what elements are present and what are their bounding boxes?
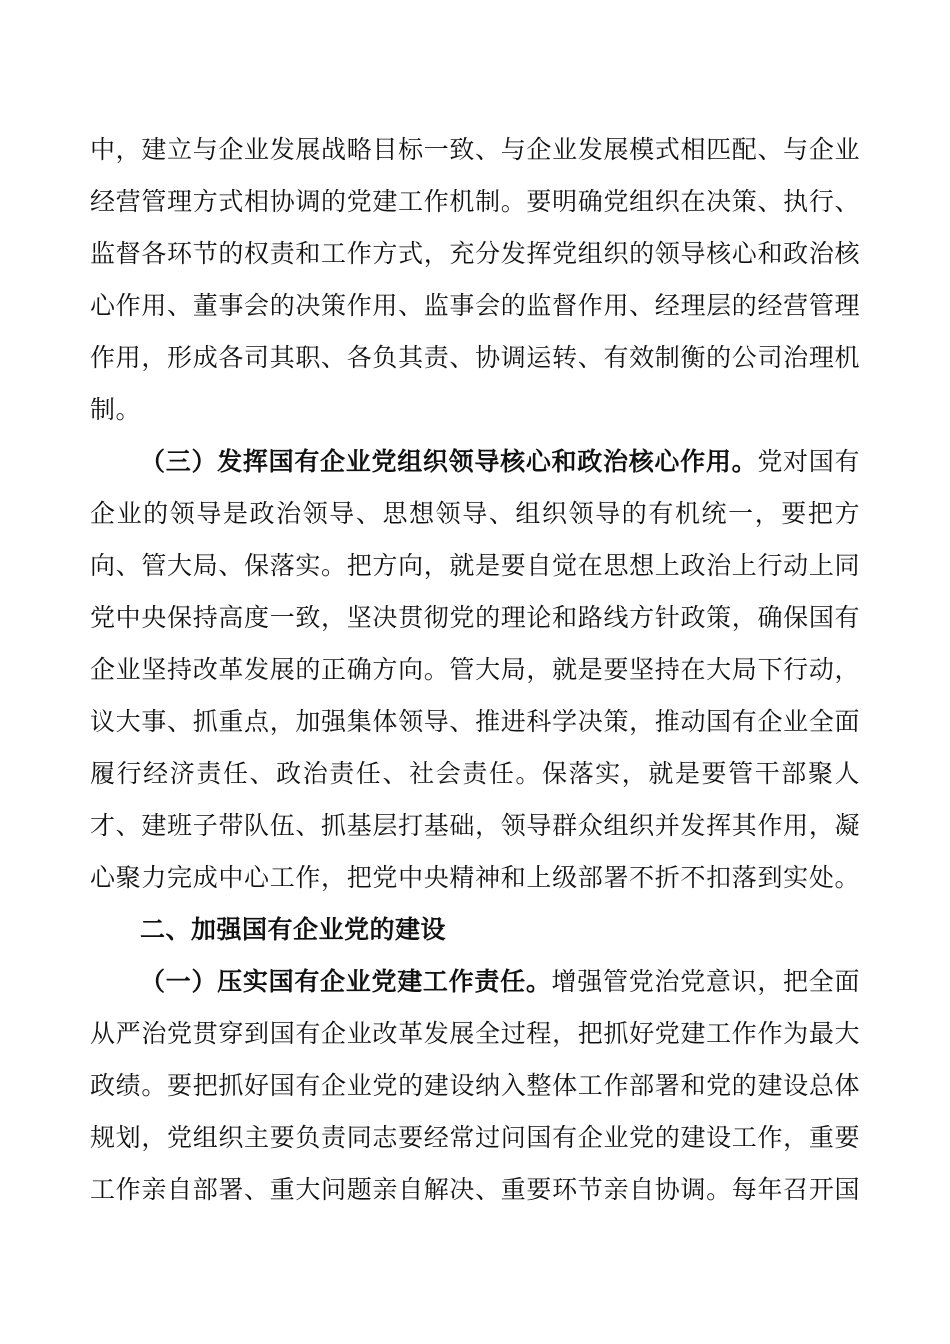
paragraph-governance <box>90 124 860 436</box>
text-line <box>90 436 860 488</box>
text-line: 制。 <box>90 395 142 424</box>
text-line: 心作用、董事会的决策作用、监事会的监督作用、经理层的经营管理 <box>90 291 860 320</box>
subsection-heading: （三）发挥国有企业党组织领导核心和政治核心作用。 <box>140 447 758 476</box>
text-line: 作用，形成各司其职、各负其责、协调运转、有效制衡的公司治理机 <box>90 343 860 372</box>
text-line: 工作亲自部署、重大问题亲自解决、重要环节亲自协调。每年召开国 <box>90 1175 860 1204</box>
text-line: 中，建立与企业发展战略目标一致、与企业发展模式相匹配、与企业 <box>90 135 860 164</box>
text-line: 履行经济责任、政治责任、社会责任。保落实，就是要管干部聚人 <box>90 759 860 788</box>
text-line: 党中央保持高度一致，坚决贯彻党的理论和路线方针政策，确保国有 <box>90 603 860 632</box>
document-page <box>90 124 860 1216</box>
text-line: 监督各环节的权责和工作方式，充分发挥党组织的领导核心和政治核 <box>90 239 860 268</box>
text-line <box>90 956 860 1008</box>
text-line: 企业的领导是政治领导、思想领导、组织领导的有机统一，要把方 <box>90 499 860 528</box>
text-line: 心聚力完成中心工作，把党中央精神和上级部署不折不扣落到实处。 <box>90 863 860 892</box>
text-line: 议大事、抓重点，加强集体领导、推进科学决策，推动国有企业全面 <box>90 707 860 736</box>
text-line: 规划，党组织主要负责同志要经常过问国有企业党的建设工作，重要 <box>90 1123 860 1152</box>
text-line: 经营管理方式相协调的党建工作机制。要明确党组织在决策、执行、 <box>90 187 860 216</box>
text-line: 向、管大局、保落实。把方向，就是要自觉在思想上政治上行动上同 <box>90 551 860 580</box>
text-line: 才、建班子带队伍、抓基层打基础，领导群众组织并发挥其作用，凝 <box>90 811 860 840</box>
text-run: 增强管党治党意识，把全面 <box>551 967 860 996</box>
paragraph-party-building-responsibility <box>90 956 860 1216</box>
subsection-heading: （一）压实国有企业党建工作责任。 <box>140 967 552 996</box>
text-line: 企业坚持改革发展的正确方向。管大局，就是要坚持在大局下行动， <box>90 655 860 684</box>
text-line: 从严治党贯穿到国有企业改革发展全过程，把抓好党建工作作为最大 <box>90 1019 860 1048</box>
text-line: 政绩。要把抓好国有企业党的建设纳入整体工作部署和党的建设总体 <box>90 1071 860 1100</box>
text-run: 党对国有 <box>757 447 860 476</box>
paragraph-leadership-core <box>90 436 860 904</box>
section-heading: 二、加强国有企业党的建设 <box>140 915 447 944</box>
